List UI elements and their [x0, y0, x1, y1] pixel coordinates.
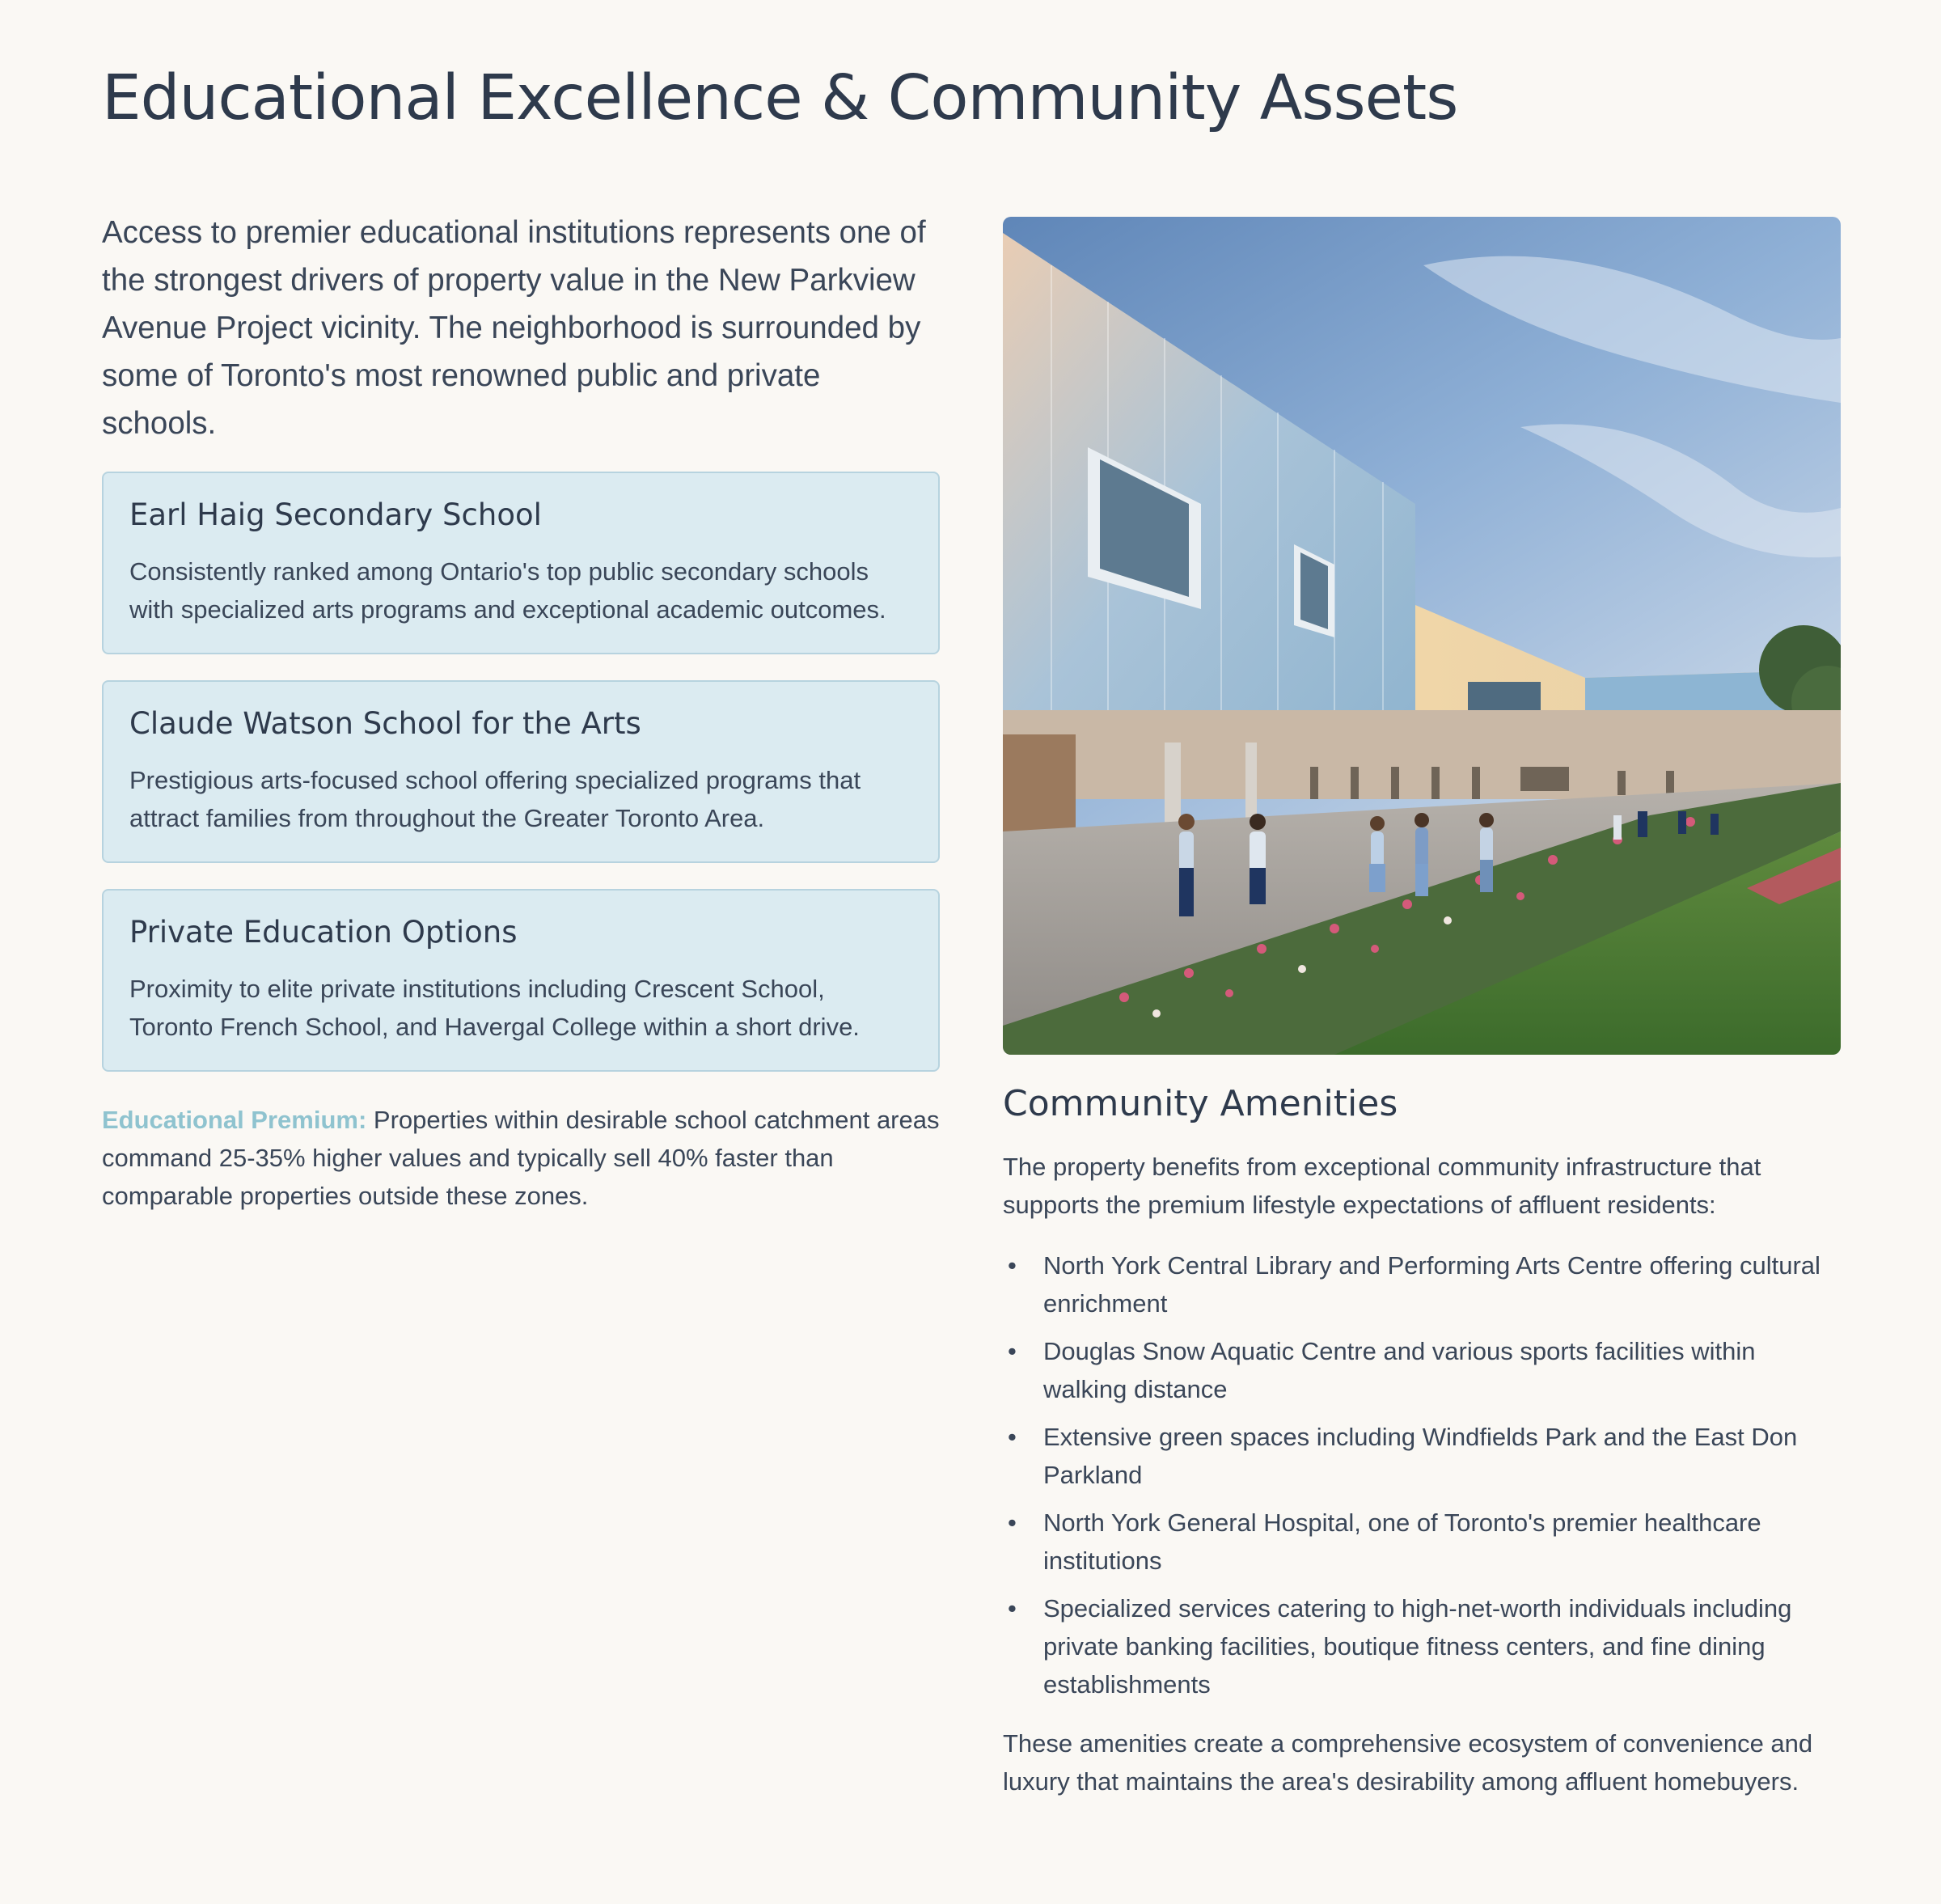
school-building-illustration [1003, 217, 1841, 1055]
amenity-item-text: North York General Hospital, one of Toronto's premier healthcare institutions [1043, 1508, 1761, 1576]
school-card-claude-watson [102, 680, 940, 863]
amenity-item-text: Specialized services catering to high-net-worth individuals including private banking facilities, boutique fitness centers, and fine dining establishments [1043, 1594, 1792, 1699]
school-card-title: Private Education Options [129, 915, 518, 950]
educational-premium-note [102, 1101, 940, 1215]
bullet-dot-icon: • [1008, 1423, 1017, 1452]
amenity-item [1003, 1332, 1841, 1408]
educational-premium-text: Properties within desirable school catchment areas command 25-35% higher values and typically sell 40% faster than comparable properties outside these zones. [102, 1106, 940, 1211]
school-card-text: Prestigious arts-focused school offering specialized programs that attract families from throughout the Greater Toronto Area. [129, 766, 861, 833]
bullet-dot-icon: • [1008, 1594, 1017, 1623]
education-column [102, 209, 940, 1215]
school-card-private-education [102, 889, 940, 1072]
amenity-item [1003, 1418, 1841, 1494]
amenity-list [1003, 1246, 1841, 1703]
school-card-title: Claude Watson School for the Arts [129, 706, 641, 742]
amenities-intro: The property benefits from exceptional community infrastructure that supports the premium lifestyle expectations of affluent residents: [1003, 1153, 1761, 1220]
educational-premium-label: Educational Premium: [102, 1106, 367, 1135]
school-building-photo [1003, 217, 1841, 1055]
amenity-item [1003, 1504, 1841, 1580]
amenity-item-text: North York Central Library and Performing Arts Centre offering cultural enrichment [1043, 1251, 1820, 1318]
amenities-column [1003, 1081, 1841, 1800]
school-card-text: Consistently ranked among Ontario's top public secondary schools with specialized arts programs and exceptional academic outcomes. [129, 557, 886, 624]
school-card-title: Earl Haig Secondary School [129, 497, 542, 532]
bullet-dot-icon: • [1008, 1251, 1017, 1280]
bullet-dot-icon: • [1008, 1337, 1017, 1366]
amenities-title: Community Amenities [1003, 1083, 1398, 1124]
page-title: Educational Excellence & Community Assets [102, 62, 1458, 134]
amenity-item [1003, 1246, 1841, 1322]
amenity-item [1003, 1589, 1841, 1703]
amenities-closing: These amenities create a comprehensive ecosystem of convenience and luxury that maintains the area's desirability among affluent homebuyers. [1003, 1729, 1813, 1796]
amenity-item-text: Extensive green spaces including Windfields Park and the East Don Parkland [1043, 1423, 1798, 1490]
bullet-dot-icon: • [1008, 1508, 1017, 1538]
school-card-text: Proximity to elite private institutions including Crescent School, Toronto French School, and Havergal College within a short drive. [129, 975, 860, 1042]
education-intro: Access to premier educational institutions represents one of the strongest drivers of property value in the New Parkview Avenue Project vicinity. The neighborhood is surrounded by some of Toronto's most renowned public and private schools. [102, 215, 926, 441]
amenity-item-text: Douglas Snow Aquatic Centre and various sports facilities within walking distance [1043, 1337, 1756, 1404]
school-card-earl-haig [102, 472, 940, 654]
